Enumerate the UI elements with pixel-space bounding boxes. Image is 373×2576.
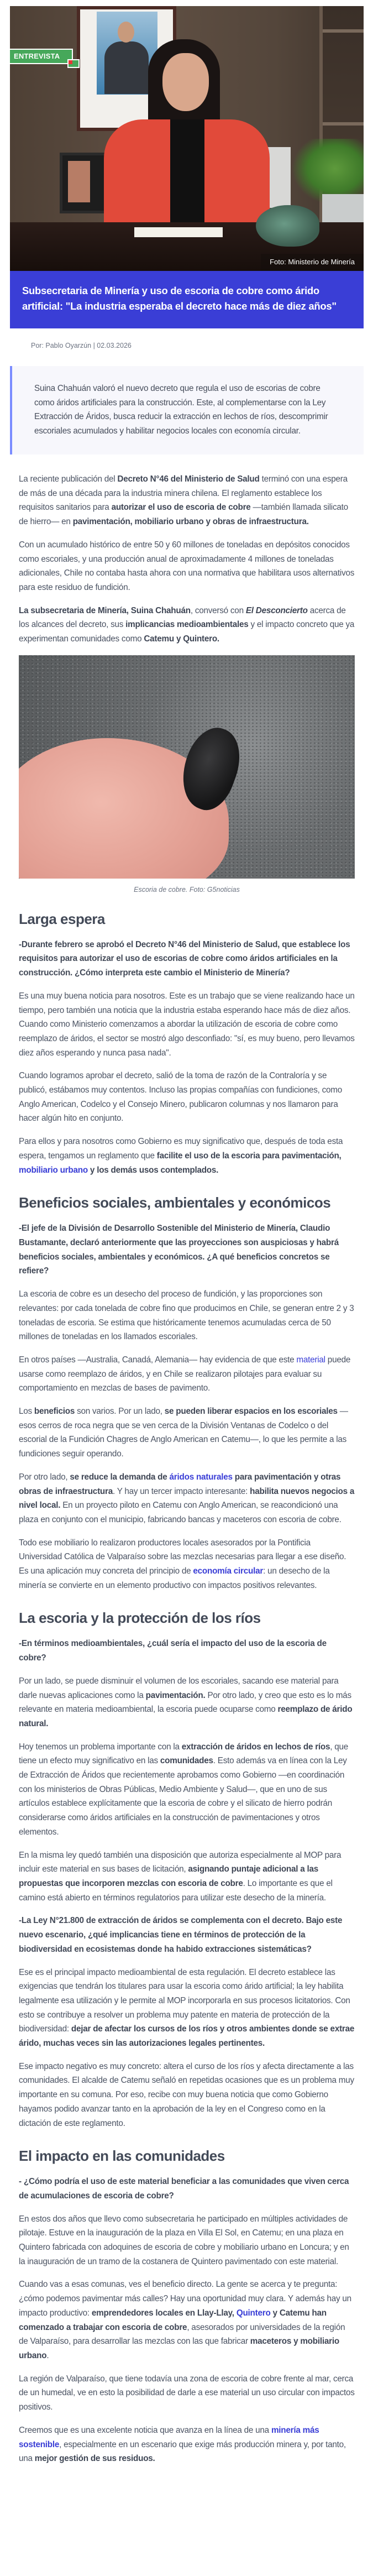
- paragraph: [19, 1353, 355, 1396]
- text-run: Para ellos y para nosotros como Gobierno es muy significativo que, después de toda esta espera, tengamos un reglamento que: [19, 1137, 343, 1161]
- bold-text: extracción de áridos en lechos de ríos: [181, 1742, 330, 1752]
- text-run: : un desecho de la minería se convierte en un elemento productivo con impactos positivos relevantes.: [19, 1566, 330, 1590]
- text-run: .: [46, 2350, 49, 2360]
- text-run: Es una muy buena noticia para nosotros. Este es un trabajo que se viene realizando hace un tiempo, pero también una noticia que la industria estaba esperando hace más de diez años. Cuando como Ministerio comenzamos a abordar la utilización de escoria de cobre como reemplazo de áridos, el sector se mostró algo desconfiado: "sí, es muy bueno, pero llevamos diez años esperando y nunca pasa nada".: [19, 991, 355, 1058]
- paragraph: [19, 1404, 355, 1461]
- paragraph: [19, 1536, 355, 1593]
- paragraph: [19, 1966, 355, 2051]
- figure-caption: Escoria de cobre. Foto: G5noticias: [134, 885, 240, 893]
- text-run: La reciente publicación del: [19, 474, 118, 484]
- text-run: . Lo importante es que el camino está abierto en términos regulatorios para utilizar este desecho de la minería.: [19, 1879, 333, 1903]
- bold-text: se pueden liberar espacios en los escoriales: [164, 1407, 338, 1417]
- text-run: La escoria de cobre es un desecho del proceso de fundición, y las proporciones son relevantes: por cada tonelada de cobre fino que producimos en Chile, se generan entre 2 y 3 toneladas de escoria. Se estima que históricamente tenemos acumuladas cerca de 50 millones de toneladas en los llamados escoriales.: [19, 1289, 354, 1342]
- bold-text: emprendedores locales en Llay-Llay,: [91, 2308, 237, 2318]
- text-run: , especialmente en un escenario que exige más producción minera y, por tanto, una: [19, 2439, 346, 2464]
- paragraph: [19, 1470, 355, 1527]
- notebook: [134, 227, 223, 237]
- article-body: [10, 454, 364, 2466]
- bold-text: Decreto N°46 del Ministerio de Salud: [117, 474, 260, 484]
- bold-text: La subsecretaria de Minería, Suina Chahuán: [19, 605, 191, 615]
- text-run: La región de Valparaíso, que tiene todavía una zona de escoria de cobre frente al mar, cerca de un humedal, ve en esto la posibilidad de darle a ese material un uso circular con impactos positivos.: [19, 2374, 355, 2412]
- paragraph: [19, 1069, 355, 1126]
- text-run: Cuando vas a esas comunas, ves el beneficio directo. La gente se acerca y te pregunta: ¿cómo podemos pavimentar más calles? Hay una oportunidad muy clara. Y además hay un impacto productivo:: [19, 2280, 351, 2318]
- paragraph: [19, 2212, 355, 2269]
- text-run: Creemos que es una excelente noticia que avanza en la línea de una: [19, 2425, 271, 2435]
- inline-link[interactable]: material: [296, 1355, 325, 1365]
- text-run: -En términos medioambientales, ¿cuál sería el impacto del uso de la escoria de cobre?: [19, 1639, 327, 1663]
- text-run: y el impacto concreto que ya experimentan comunidades como: [19, 620, 355, 644]
- inline-link[interactable]: economía circular: [193, 1566, 264, 1576]
- paragraph: [19, 1135, 355, 1177]
- inline-link[interactable]: minería más sostenible: [19, 2425, 319, 2449]
- text-run: En estos dos años que llevo como subsecretaria he participado en múltiples actividades de pilotaje. Estuve en la inauguración de la plaza en Villa El Sol, en Catemu; en una plaza en Quintero fabricada con adoquines de escoria de cobre y mobiliario urbano en Loncura; y en la inauguración de un tramo de la costanera de Quintero pavimentado con este material.: [19, 2214, 349, 2266]
- bold-text: pavimentación, mobiliario urbano y obras de infraestructura.: [72, 517, 309, 527]
- paragraph: [19, 1674, 355, 1731]
- section-heading: El impacto en las comunidades: [19, 2147, 225, 2165]
- bold-text: autorizar el uso de escoria de cobre: [111, 503, 251, 513]
- bold-text: dejar de afectar los cursos de los ríos y otros ambientes donde se extrae árido, muchas veces sin las autorizaciones legales pertinentes.: [19, 2024, 355, 2049]
- text-run: Ese impacto negativo es muy concreto: altera el curso de los ríos y afecta directamente a las comunidades. El alcalde de Catemu señaló en repetidas ocasiones que es un problema muy importante en su comuna. Por eso, recibe con muy buena noticia que como Gobierno hayamos podido avanzar tanto en la aprobación de la ley en el Congreso como en la dictación de este reglamento.: [19, 2061, 354, 2128]
- inline-link[interactable]: áridos naturales: [169, 1472, 233, 1482]
- bold-text: y Catemu han comenzado a trabajar con escoria de cobre: [19, 2308, 327, 2332]
- text-run: - ¿Cómo podría el uso de este material beneficiar a las comunidades que viven cerca de acumulaciones de escoria de cobre?: [19, 2177, 349, 2201]
- bold-text: habilita nuevos negocios a nivel local.: [19, 1486, 355, 1511]
- article-content: [10, 366, 364, 2475]
- paragraph: [19, 989, 355, 1060]
- text-run: Ese es el principal impacto medioambiental de esta regulación. El decreto establece las exigencias que tendrán los titulares para usar la escoria como árido artificial; la ley habilita legalmente esa utilización y le permite al MOP incorporarla en sus procesos licitatorios. Con esto se contribuye a resolver un problema muy patente en materia de protección de la biodiversidad:: [19, 1967, 350, 2034]
- text-run: . Esto además va en línea con la Ley de Extracción de Áridos que recientemente aprobamos como Gobierno —en coordinación con los ministerios de Obras Públicas, Medio Ambiente y Salud—, que en uno de sus artículos establece explícitamente que la escoria de cobre y el silicato de hierro podrán considerarse como áridos artificiales en la construcción de pavimentaciones y otros elementos.: [19, 1756, 347, 1837]
- text-run: -La Ley N°21.800 de extracción de áridos se complementa con el decreto. Bajo este nuevo escenario, ¿qué implicancias tiene en términos de protección de la biodiversidad en ecosistemas donde ha habido extracciones sistemáticas?: [19, 1916, 343, 1954]
- interview-question: [19, 2175, 355, 2203]
- text-run: . Y hay un tercer impacto interesante:: [112, 1486, 250, 1496]
- paragraph: [19, 2060, 355, 2131]
- text-run: Hoy tenemos un problema importante con la: [19, 1742, 182, 1752]
- person-face: [162, 53, 209, 111]
- text-run: acerca de los alcances del decreto, sus: [19, 605, 346, 630]
- paragraph: [19, 1287, 355, 1344]
- article-figure: [19, 655, 355, 893]
- text-run: Los: [19, 1407, 34, 1417]
- bold-text: maceteros y mobiliario urbano: [19, 2337, 339, 2360]
- text-run: , que tiene un efecto muy significativo en las: [19, 1742, 349, 1766]
- hero-photo: [10, 6, 364, 271]
- text-run: Todo ese mobiliario lo realizaron productores locales asesorados por la Pontificia Universidad Católica de Valparaíso sobre las mezclas necesarias para llegar a ese diseño. Es una aplicación muy concreta del principio de: [19, 1538, 346, 1576]
- text-run: son varios. Por un lado,: [75, 1407, 165, 1417]
- text-run: En un proyecto piloto en Catemu con Anglo American, se reacondicionó una plaza en conjunto con el municipio, fabricando bancas y maceteros con escoria de cobre.: [19, 1501, 342, 1524]
- bold-text: beneficios: [34, 1407, 75, 1417]
- bold-text: asignando puntaje adicional a las propuestas que incorporen mezclas con escoria de cobre: [19, 1864, 319, 1888]
- paragraph: [19, 2423, 355, 2466]
- bold-text: pavimentación.: [145, 1690, 206, 1700]
- article-lead: Suina Chahuán valoró el nuevo decreto que regula el uso de escorias de cobre como áridos artificiales para la construcción. Este, al complementarse con la Ley Extracción de Áridos, busca reducir la extracción en lechos de ríos, descomprimir escoriales acumulados y habilitar negocios locales con economía circular.: [10, 366, 364, 454]
- interview-question: [19, 1637, 355, 1665]
- photo-credit: Foto: Ministerio de Minería: [261, 254, 364, 271]
- text-run: -Durante febrero se aprobó el Decreto N°46 del Ministerio de Salud, que establece los requisitos para autorizar el uso de escorias de cobre como áridos artificiales en la construcción. ¿Cómo interpreta este cambio el Ministerio de Minería?: [19, 939, 350, 978]
- paragraph: [19, 1740, 355, 1840]
- publish-date: 02.03.2026: [97, 342, 132, 349]
- text-run: Por otro lado,: [19, 1472, 70, 1482]
- bold-text: facilite el uso de la escoria para pavimentación,: [156, 1151, 342, 1161]
- headline-box: [10, 271, 364, 328]
- text-run: puede usarse como reemplazo de áridos, y en Chile se realizaron pilotajes para evaluar su comportamiento en mezclas de bases de pavimento.: [19, 1355, 351, 1393]
- bold-text: para pavimentación y otras obras de infraestructura: [19, 1472, 341, 1496]
- text-run: Con un acumulado histórico de entre 50 y 60 millones de toneladas en depósitos conocidos como escoriales, y una producción anual de aproximadamente 4 millones de toneladas adicionales, Chile no contaba hasta ahora con una normativa que habilitara usos alternativos para este residuo de fundición.: [19, 540, 355, 592]
- section-heading: Larga espera: [19, 910, 105, 927]
- inline-link[interactable]: mobiliario urbano: [19, 1165, 88, 1175]
- category-badge[interactable]: ENTREVISTA: [10, 49, 73, 64]
- bold-text: y los demás usos contemplados.: [87, 1165, 219, 1175]
- interview-question: [19, 1221, 355, 1278]
- section-heading: Beneficios sociales, ambientales y económicos: [19, 1194, 331, 1211]
- text-run: —esos cerros de roca negra que se ven cerca de la División Ventanas de Codelco o del escorial de la Fundición Chagres de Anglo American en Catemu—, lo que les permite a las fundiciones seguir operando.: [19, 1407, 348, 1459]
- author[interactable]: Por: Pablo Oyarzún: [31, 342, 92, 349]
- text-run: Por un lado, se puede disminuir el volumen de los escoriales, sacando ese material para darle nuevas aplicaciones como la: [19, 1676, 339, 1700]
- paragraph: [19, 1848, 355, 1905]
- text-run: Por otro lado, y creo que esto es lo más relevante en materia medioambiental, la escoria puede ocuparse como: [19, 1690, 351, 1715]
- text-run: En la misma ley quedó también una disposición que autoriza especialmente al MOP para incluir este material en sus bases de licitación,: [19, 1850, 342, 1874]
- publication-name: El Desconcierto: [245, 605, 308, 615]
- interview-question: [19, 1914, 355, 1956]
- person-top: [170, 119, 204, 230]
- bold-text: mejor gestión de sus residuos.: [34, 2454, 155, 2464]
- inline-link[interactable]: Quintero: [236, 2308, 271, 2318]
- paragraph: [19, 538, 355, 595]
- paragraph: [19, 2372, 355, 2415]
- text-run: Cuando logramos aprobar el decreto, salió de la toma de razón de la Contraloría y se publicó, estábamos muy contentos. Incluso las propias compañías con fundiciones, como Anglo American, Codelco y el Consejo Minero, publicaron columnas y nos llamaron para hacer algún hito en conjunto.: [19, 1071, 343, 1124]
- byline: [31, 342, 132, 349]
- section-heading: La escoria y la protección de los ríos: [19, 1610, 261, 1627]
- text-run: , conversó con: [190, 605, 246, 615]
- bold-text: reemplazo de árido natural.: [19, 1705, 353, 1728]
- paragraph: [19, 604, 355, 646]
- bold-text: Catemu y Quintero.: [144, 634, 219, 644]
- badge-decoration-icon: [67, 59, 80, 68]
- text-run: —también llamada silicato de hierro— en: [19, 503, 348, 527]
- interview-question: [19, 938, 355, 980]
- mineral-rock: [256, 205, 319, 247]
- bold-text: implicancias medioambientales: [125, 620, 249, 630]
- picture-frame: [60, 153, 107, 213]
- paragraph: [19, 2277, 355, 2363]
- text-run: -El jefe de la División de Desarrollo Sostenible del Ministerio de Minería, Claudio Bustamante, declaró anteriormente que las proyecciones son auspiciosas y habrá beneficios sociales, ambientales y económicos. ¿A qué beneficios concretos se refiere?: [19, 1224, 339, 1276]
- paragraph: [19, 472, 355, 529]
- byline-separator: |: [91, 342, 97, 349]
- text-run: terminó con una espera de más de una década para la industria minera chilena. El reglamento establece los requisitos sanitarios para: [19, 474, 348, 513]
- text-run: , asesorados por universidades de la región de Valparaíso, para desarrollar las mezclas con las que fabricar: [19, 2322, 345, 2347]
- text-run: En otros países —Australia, Canadá, Alemania— hay evidencia de que este: [19, 1355, 297, 1365]
- bold-text: comunidades: [160, 1756, 213, 1766]
- bold-text: se reduce la demanda de: [70, 1472, 170, 1482]
- copper-slag-photo: [19, 655, 355, 879]
- article-title: Subsecretaria de Minería y uso de escoria de cobre como árido artificial: "La industria esperaba el decreto hace más de diez años": [22, 285, 337, 312]
